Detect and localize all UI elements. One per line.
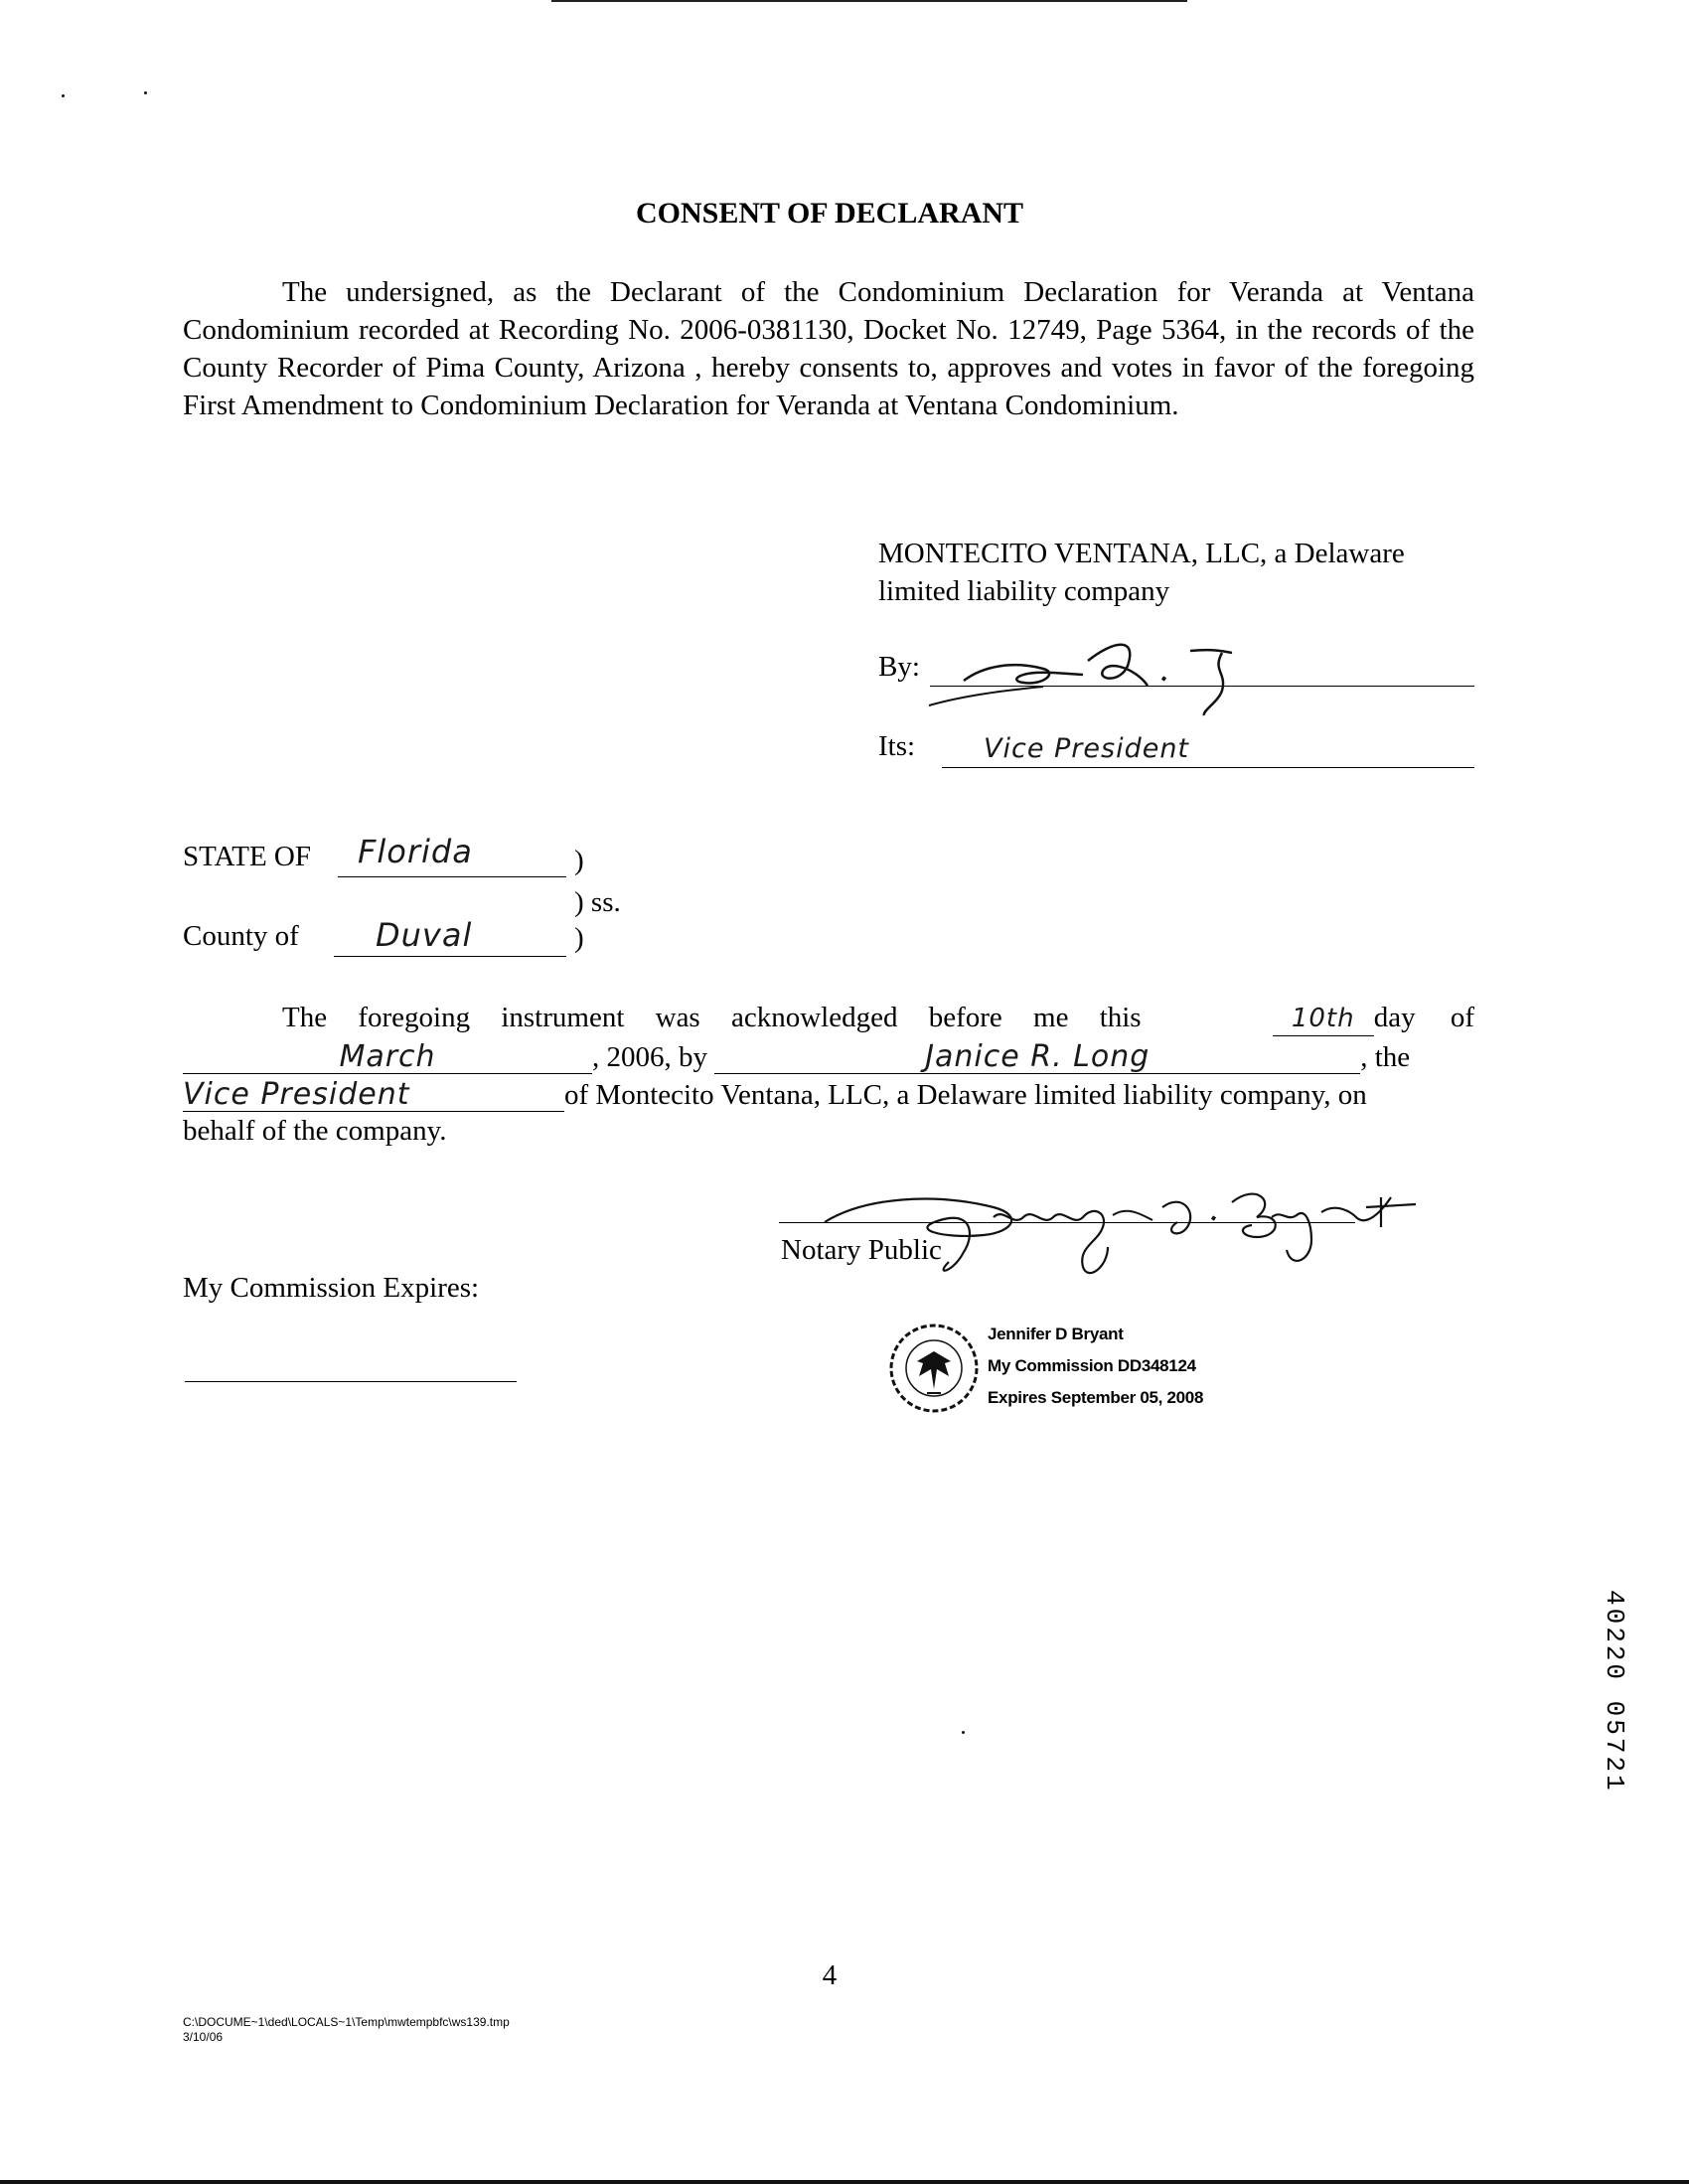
ack-line-1 <box>282 1002 1474 1036</box>
ack-line-4: behalf of the company. <box>183 1115 447 1147</box>
its-line <box>942 767 1474 768</box>
ack-year-text: , 2006, by <box>592 1041 707 1073</box>
notary-signature-line <box>779 1222 1355 1223</box>
day-blank <box>1273 1002 1374 1036</box>
ack-line-3 <box>183 1077 1367 1112</box>
document-title: CONSENT OF DECLARANT <box>635 197 1024 230</box>
stamp-line-3: Expires September 05, 2008 <box>988 1388 1204 1407</box>
name-handwritten: Janice R. Long <box>925 1039 1151 1074</box>
authorized-signature <box>924 611 1302 720</box>
title-handwritten: Vice President <box>183 1077 410 1112</box>
month-handwritten: March <box>339 1039 436 1074</box>
consent-paragraph: The undersigned, as the Declarant of the Condominium Declaration for Veranda at Ventana Condominium recorded at Recording No. 2006-0381130, Docket No. 12749, Page 5364, in the records of the County Recorder of Pima County, Arizona , hereby consents to, approves and votes in favor of the foregoing First Amendment to Condominium Declaration for Veranda at Ventana Condominium. <box>183 276 1474 421</box>
day-handwritten: 10th <box>1291 1004 1355 1033</box>
by-label: By: <box>878 651 920 683</box>
company-line-1: MONTECITO VENTANA, LLC, a Delaware <box>878 538 1405 569</box>
state-handwritten: Florida <box>358 833 473 870</box>
scan-speck <box>962 1731 965 1734</box>
top-scan-line <box>551 0 1187 2</box>
state-label: STATE OF <box>183 841 311 872</box>
ack-line-2 <box>183 1039 1410 1074</box>
scan-speck <box>144 91 147 94</box>
notary-seal-icon <box>887 1322 982 1416</box>
ack-text-1: The foregoing instrument was acknowledged before me this <box>282 1002 1142 1033</box>
its-label: Its: <box>878 730 916 762</box>
county-paren: ) <box>574 922 584 954</box>
margin-recording-number: 40220 05721 <box>1600 1590 1629 1794</box>
footer-date: 3/10/06 <box>183 2030 224 2044</box>
month-blank <box>183 1039 592 1074</box>
title-blank <box>183 1077 564 1112</box>
name-blank <box>714 1039 1360 1074</box>
notary-public-label: Notary Public <box>781 1234 942 1266</box>
stamp-line-1: Jennifer D Bryant <box>988 1325 1124 1343</box>
county-label: County of <box>183 920 299 952</box>
state-paren: ) <box>574 845 584 876</box>
company-name-block <box>878 535 1474 610</box>
page-number: 4 <box>822 1959 838 1991</box>
commission-expires-label: My Commission Expires: <box>183 1272 480 1304</box>
ss-label: ) ss. <box>574 886 621 918</box>
ack-day-of: day of <box>1373 1002 1474 1033</box>
stamp-line-2: My Commission DD348124 <box>988 1356 1196 1375</box>
bottom-scan-edge <box>0 2180 1689 2184</box>
company-line-2: limited liability company <box>878 575 1170 607</box>
ack-the-text: , the <box>1360 1041 1411 1073</box>
its-handwritten-title: Vice President <box>984 733 1190 764</box>
ack-text-3: of Montecito Ventana, LLC, a Delaware limited liability company, on <box>564 1079 1367 1111</box>
county-handwritten: Duval <box>376 916 473 954</box>
county-line <box>334 956 566 957</box>
commission-expires-line <box>185 1381 517 1382</box>
scan-speck <box>62 94 65 97</box>
state-line <box>338 876 566 877</box>
footer-file-path: C:\DOCUME~1\ded\LOCALS~1\Temp\mwtempbfc\ws139.tmp <box>183 2015 510 2029</box>
ack-day-group <box>1273 1002 1474 1036</box>
